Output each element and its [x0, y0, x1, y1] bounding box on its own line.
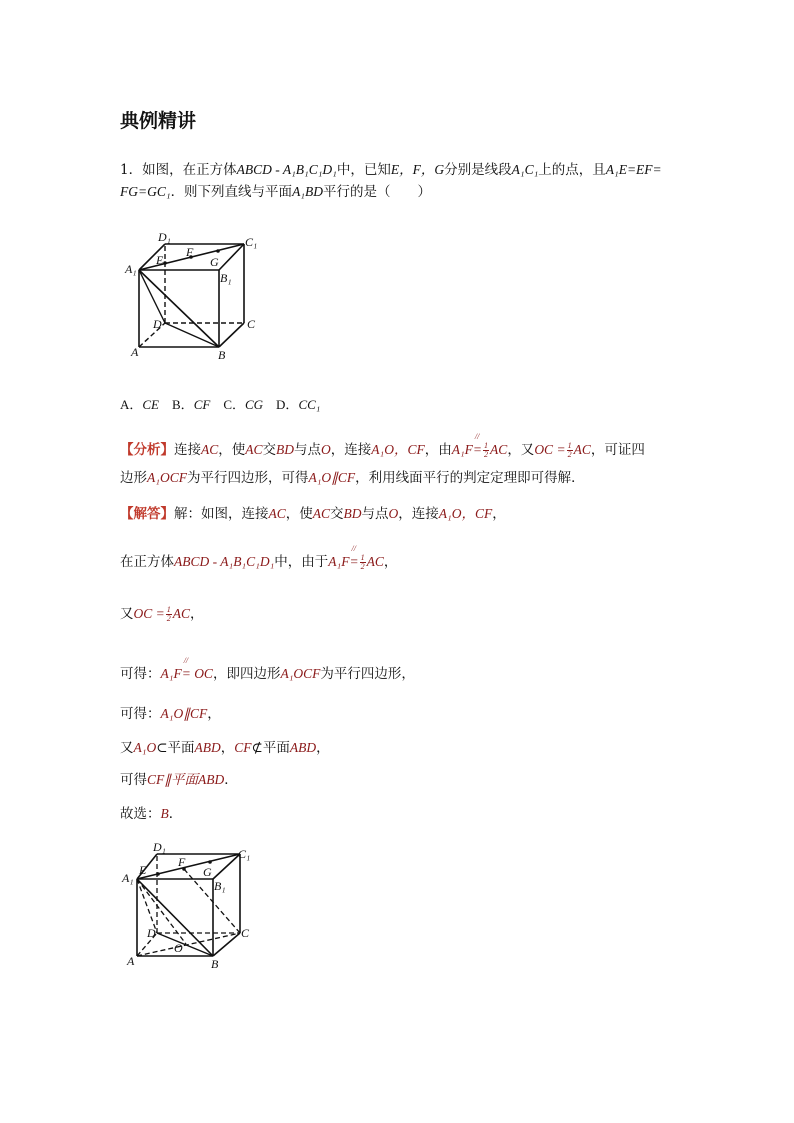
- choice-a[interactable]: A．CE: [120, 397, 160, 412]
- question-line-1: 1．如图，在正方体ABCD - A₁B₁C₁D₁中，已知E，F，G分别是线段A₁C₁上的点，且A₁E=EF=: [120, 162, 662, 178]
- solution-line-5: 可得：A₁O∥CF，: [120, 706, 221, 722]
- label2-A: A: [127, 954, 135, 968]
- label2-F: F: [178, 855, 186, 869]
- label2-B: B: [211, 957, 219, 971]
- solution-line-4: 可得：A₁F // = OC，即四边形A₁OCF为平行四边形，: [120, 656, 415, 682]
- edge-B-C: [219, 323, 244, 347]
- label-C: C: [247, 317, 256, 331]
- label-C1: C₁: [245, 235, 258, 249]
- label2-A1: A₁: [122, 871, 134, 885]
- solution-line-3: 又OC = $\frac{1}{2}$ AC，: [120, 605, 204, 623]
- choice-b[interactable]: B．CF: [172, 397, 211, 412]
- label2-G: G: [203, 865, 212, 879]
- label-G: G: [210, 255, 219, 269]
- label-A: A: [131, 345, 139, 359]
- cube-figure-question: [120, 226, 270, 366]
- analysis-line-1: 【分析】连接AC，使AC交BD与点O，连接A₁O，CF，由A₁F // = $\frac{1}{2}$ AC，又OC = $\frac{1}{2}$ AC，可证四: [120, 432, 645, 459]
- label2-C: C: [241, 926, 250, 940]
- label-B1: B₁: [220, 271, 232, 285]
- choice-c[interactable]: C．CG: [223, 397, 264, 412]
- solution-line-2: 在正方体ABCD - A₁B₁C₁D₁中，由于A₁F // = $\frac{1}{2}$ AC，: [120, 544, 398, 571]
- label-E: E: [156, 253, 164, 267]
- choices-row: [120, 394, 320, 413]
- label2-D: D: [147, 926, 156, 940]
- label2-E: E: [139, 863, 147, 877]
- label-B: B: [218, 348, 226, 362]
- analysis-line-2: 边形A₁OCF为平行四边形，可得A₁O∥CF，利用线面平行的判定定理即可得解．: [120, 470, 585, 486]
- label-D: D: [153, 317, 162, 331]
- solution-line-1: 【解答】解：如图，连接AC，使AC交BD与点O，连接A₁O，CF，: [120, 506, 506, 522]
- cube-figure-solution: [118, 836, 268, 976]
- analysis-tag: 【分析】: [120, 442, 174, 458]
- section-heading: 典例精讲: [120, 110, 197, 132]
- label-D1: D₁: [158, 230, 171, 244]
- solution-line-8: 故选：B．: [120, 806, 183, 822]
- label2-D1: D₁: [153, 840, 166, 854]
- label2-O: O: [174, 941, 183, 955]
- segment-A1-D: [139, 270, 165, 323]
- solution-line-7: 可得CF∥平面ABD．: [120, 772, 238, 788]
- label2-C1: C₁: [238, 847, 251, 861]
- question-line-2: FG=GC₁．则下列直线与平面A₁BD平行的是（ ）: [120, 184, 431, 200]
- solution-line-6: 又A₁O⊂平面ABD，CF⊄平面ABD，: [120, 740, 330, 756]
- label-F: F: [186, 245, 194, 259]
- label2-B1: B₁: [214, 879, 226, 893]
- solution-tag: 【解答】: [120, 506, 174, 522]
- choice-d[interactable]: D．CC₁: [276, 397, 321, 412]
- segment-D-B: [165, 323, 219, 347]
- label-A1: A₁: [125, 262, 137, 276]
